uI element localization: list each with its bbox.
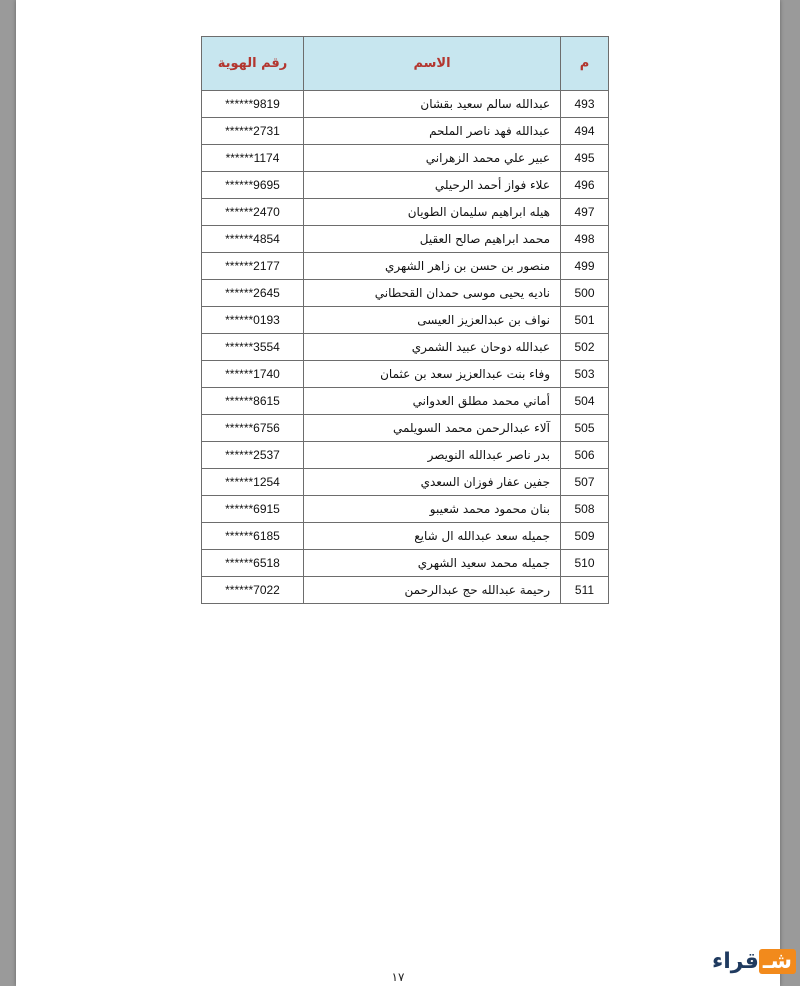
- row-number: 508: [561, 496, 609, 523]
- row-number: 493: [561, 91, 609, 118]
- document-page: [16, 0, 780, 986]
- table-row: [202, 415, 609, 442]
- row-id-number: ******6915: [202, 496, 304, 523]
- row-id-number: ******2645: [202, 280, 304, 307]
- row-name: منصور بن حسن بن زاهر الشهري: [304, 253, 561, 280]
- row-number: 507: [561, 469, 609, 496]
- table-row: [202, 442, 609, 469]
- table-row: [202, 496, 609, 523]
- table-row: [202, 523, 609, 550]
- table-row: [202, 118, 609, 145]
- row-number: 495: [561, 145, 609, 172]
- row-id-number: ******4854: [202, 226, 304, 253]
- row-name: عبير علي محمد الزهراني: [304, 145, 561, 172]
- page-number: ١٧: [391, 970, 405, 984]
- row-name: نواف بن عبدالعزيز العيسى: [304, 307, 561, 334]
- row-name: جميله محمد سعيد الشهري: [304, 550, 561, 577]
- row-id-number: ******3554: [202, 334, 304, 361]
- row-id-number: ******7022: [202, 577, 304, 604]
- row-id-number: ******6185: [202, 523, 304, 550]
- row-number: 497: [561, 199, 609, 226]
- row-id-number: ******2177: [202, 253, 304, 280]
- row-number: 501: [561, 307, 609, 334]
- table-row: [202, 145, 609, 172]
- row-name: آلاء عبدالرحمن محمد السويلمي: [304, 415, 561, 442]
- row-name: علاء فواز أحمد الرحيلي: [304, 172, 561, 199]
- header-id: رقم الهوية: [202, 37, 304, 91]
- row-number: 503: [561, 361, 609, 388]
- row-name: عبدالله فهد ناصر الملحم: [304, 118, 561, 145]
- row-name: رحيمة عبدالله حج عبدالرحمن: [304, 577, 561, 604]
- row-name: محمد ابراهيم صالح العقيل: [304, 226, 561, 253]
- row-number: 505: [561, 415, 609, 442]
- table-row: [202, 280, 609, 307]
- table-row: [202, 307, 609, 334]
- row-number: 511: [561, 577, 609, 604]
- row-id-number: ******0193: [202, 307, 304, 334]
- row-name: عبدالله دوحان عبيد الشمري: [304, 334, 561, 361]
- table-row: [202, 361, 609, 388]
- row-number: 504: [561, 388, 609, 415]
- row-number: 494: [561, 118, 609, 145]
- logo-mark: شـ: [759, 949, 796, 974]
- row-id-number: ******8615: [202, 388, 304, 415]
- row-name: هيله ابراهيم سليمان الطويان: [304, 199, 561, 226]
- names-table: [201, 36, 609, 604]
- table-row: [202, 550, 609, 577]
- row-name: أماني محمد مطلق العدواني: [304, 388, 561, 415]
- row-name: بدر ناصر عبدالله النويصر: [304, 442, 561, 469]
- row-number: 496: [561, 172, 609, 199]
- row-id-number: ******9819: [202, 91, 304, 118]
- row-number: 506: [561, 442, 609, 469]
- table-row: [202, 91, 609, 118]
- table-row: [202, 253, 609, 280]
- row-id-number: ******2470: [202, 199, 304, 226]
- header-name: الاسم: [304, 37, 561, 91]
- row-id-number: ******1254: [202, 469, 304, 496]
- row-number: 509: [561, 523, 609, 550]
- row-id-number: ******9695: [202, 172, 304, 199]
- row-id-number: ******2731: [202, 118, 304, 145]
- site-logo: [711, 938, 793, 984]
- row-number: 499: [561, 253, 609, 280]
- table-row: [202, 469, 609, 496]
- row-number: 502: [561, 334, 609, 361]
- row-name: جميله سعد عبدالله ال شايع: [304, 523, 561, 550]
- table-row: [202, 388, 609, 415]
- table-body: [202, 91, 609, 604]
- row-id-number: ******6518: [202, 550, 304, 577]
- row-number: 498: [561, 226, 609, 253]
- row-number: 500: [561, 280, 609, 307]
- header-number: م: [561, 37, 609, 91]
- table-row: [202, 199, 609, 226]
- row-name: وفاء بنت عبدالعزيز سعد بن عثمان: [304, 361, 561, 388]
- row-id-number: ******6756: [202, 415, 304, 442]
- table-header-row: [202, 37, 609, 91]
- table-row: [202, 577, 609, 604]
- row-name: عبدالله سالم سعيد بقشان: [304, 91, 561, 118]
- table-row: [202, 172, 609, 199]
- row-name: جفين عفار فوزان السعدي: [304, 469, 561, 496]
- row-id-number: ******1174: [202, 145, 304, 172]
- row-name: بنان محمود محمد شعيبو: [304, 496, 561, 523]
- row-id-number: ******1740: [202, 361, 304, 388]
- row-number: 510: [561, 550, 609, 577]
- logo-text: قراء: [711, 948, 759, 974]
- table-row: [202, 226, 609, 253]
- table-row: [202, 334, 609, 361]
- row-id-number: ******2537: [202, 442, 304, 469]
- row-name: ناديه يحيى موسى حمدان القحطاني: [304, 280, 561, 307]
